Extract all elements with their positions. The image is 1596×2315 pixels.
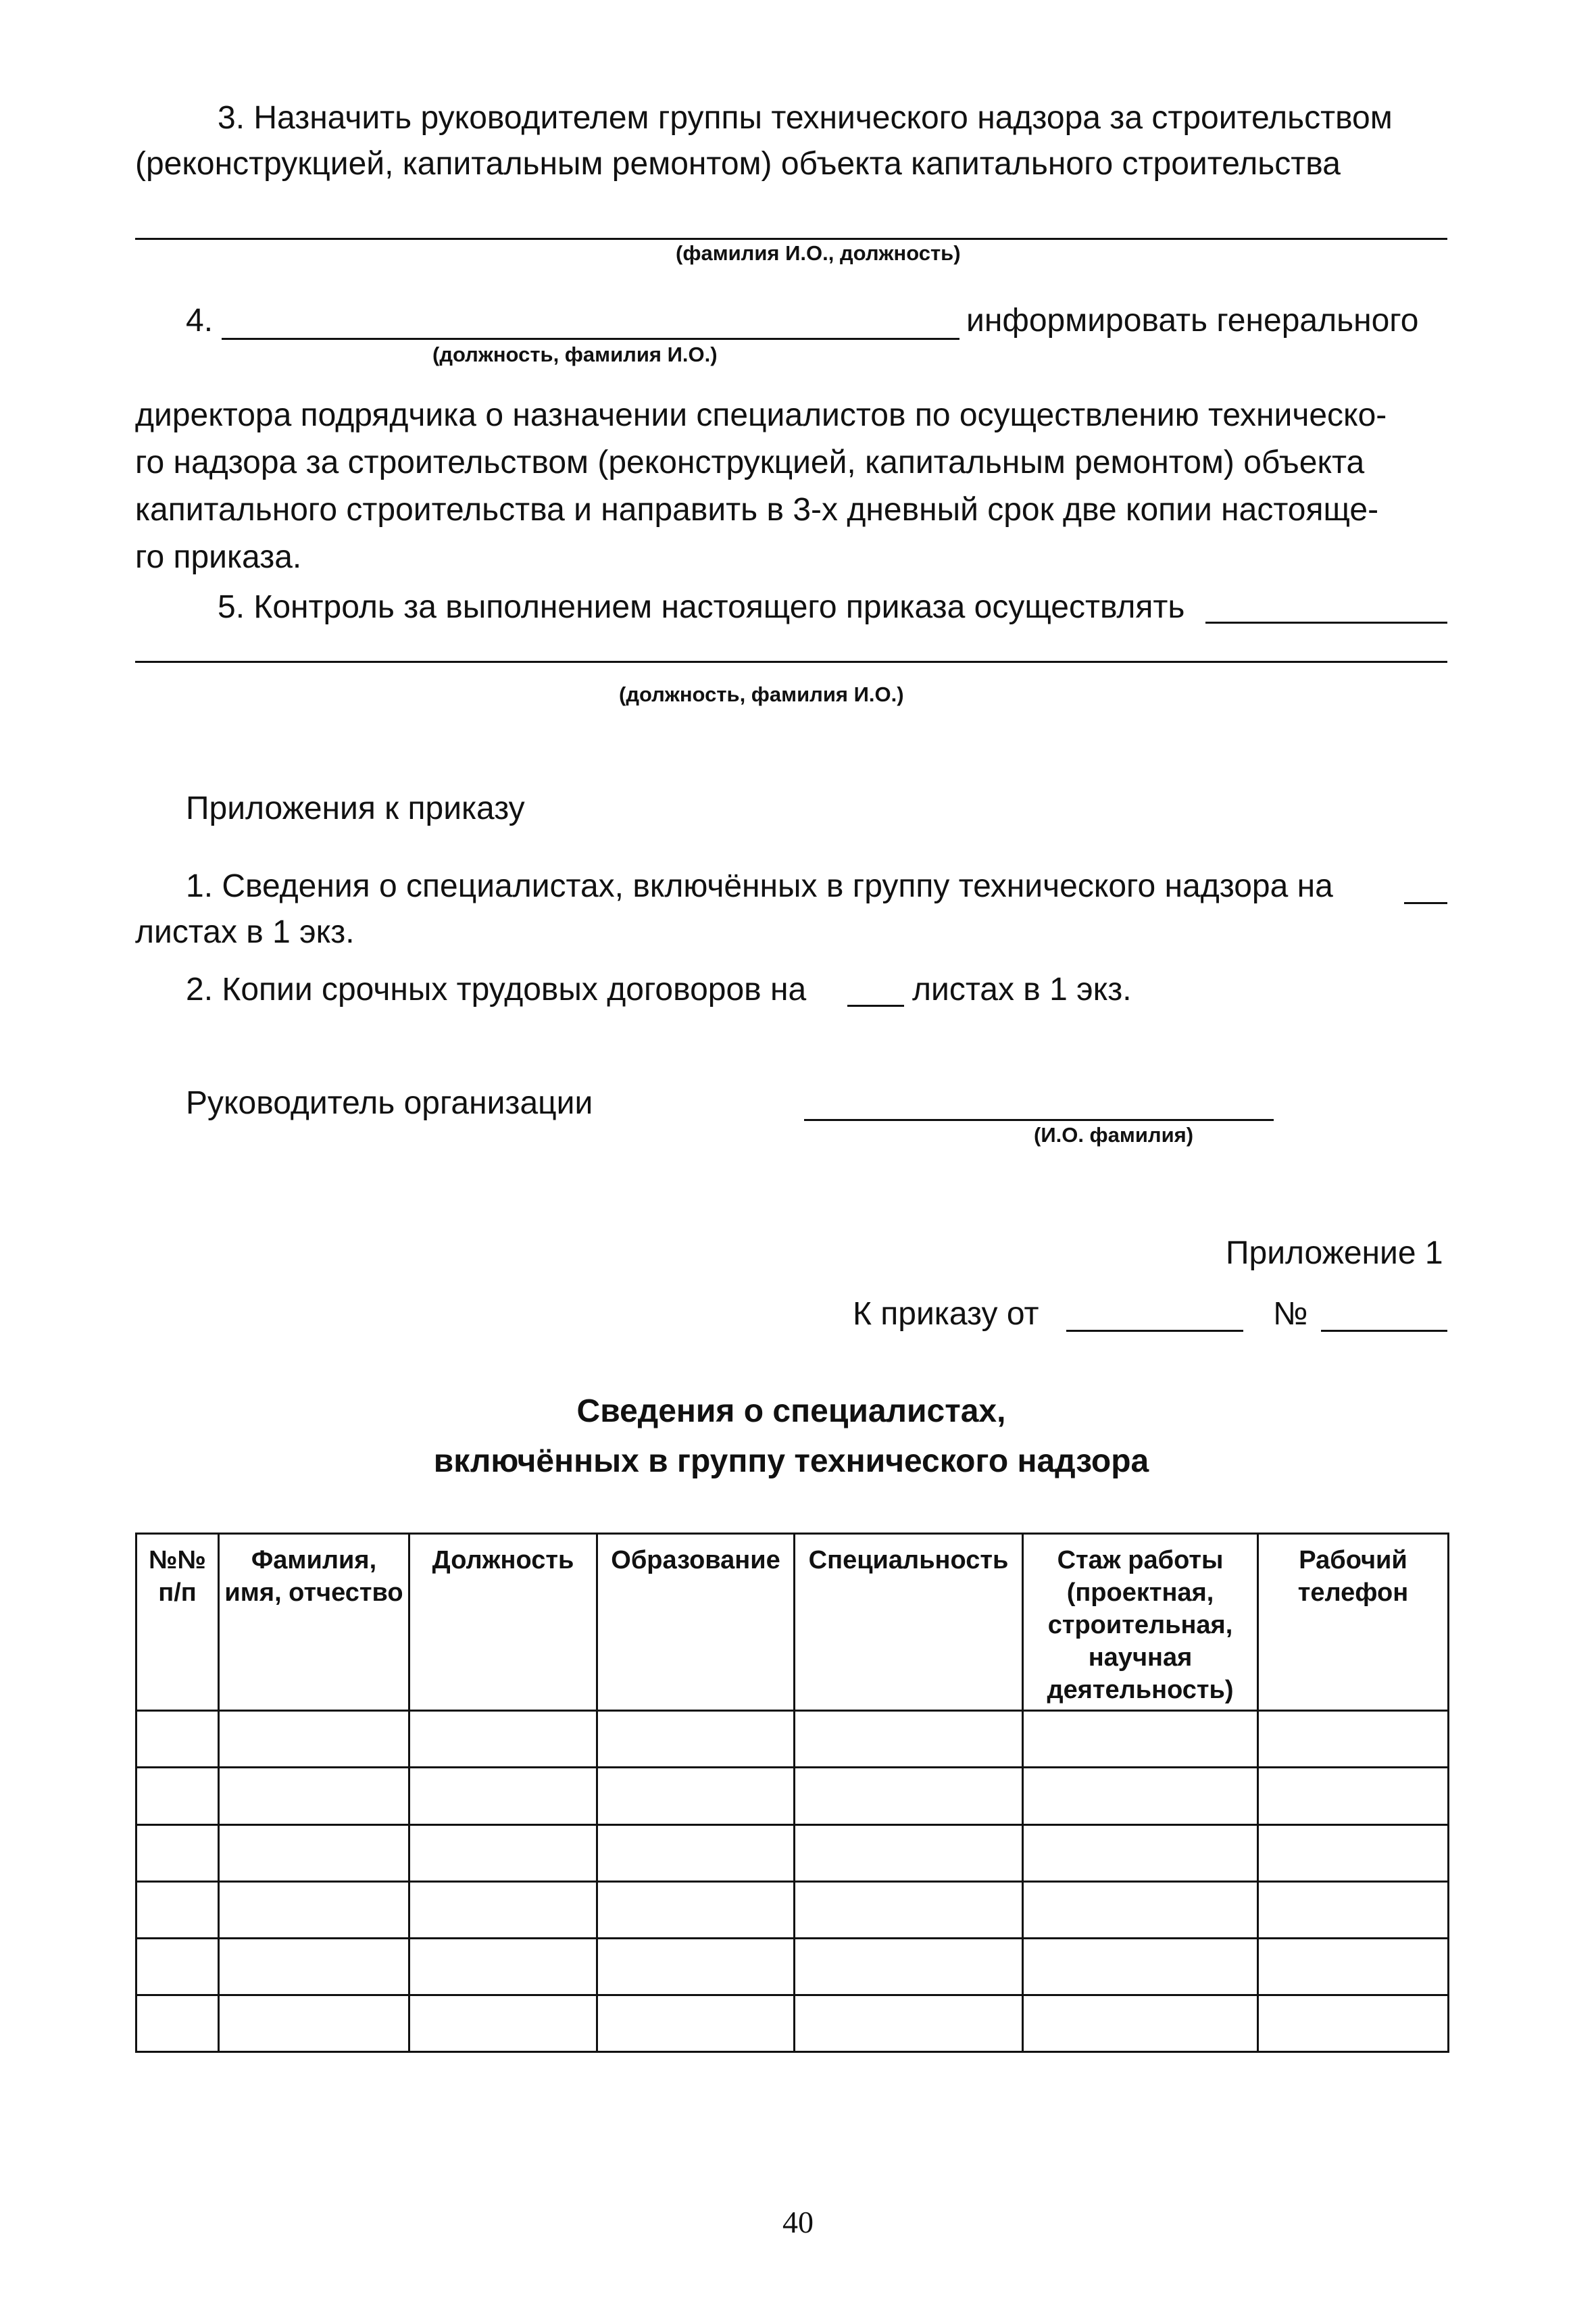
page-number: 40 xyxy=(782,2205,814,2239)
table-row xyxy=(136,1711,1449,1768)
fill-line-appendix2 xyxy=(847,1005,904,1007)
order-ref-number-sign: № xyxy=(1273,1296,1308,1332)
header-number: №№ п/п xyxy=(136,1534,219,1711)
table-title-line1: Сведения о специалистах, xyxy=(576,1393,1006,1429)
notification-paragraph xyxy=(135,392,1447,581)
head-of-organization: Руководитель организации xyxy=(186,1085,593,1121)
table-row xyxy=(136,1881,1449,1938)
header-education: Образование xyxy=(597,1534,795,1711)
specialists-table xyxy=(135,1533,1449,2053)
order-ref-prefix: К приказу от xyxy=(853,1296,1039,1332)
appendix1-line2: листах в 1 экз. xyxy=(135,914,355,950)
fill-line-order-date xyxy=(1066,1330,1243,1332)
fill-line-item5-2 xyxy=(135,661,1447,663)
table-row xyxy=(136,1995,1449,2051)
item3-line1: 3. Назначить руководителем группы технического надзора за строительством xyxy=(218,100,1393,136)
appendix2-b: листах в 1 экз. xyxy=(912,972,1132,1007)
para-line-4: го приказа. xyxy=(135,539,302,575)
caption-position-fio: (должность, фамилия И.О.) xyxy=(432,343,718,366)
para-line-1: директора подрядчика о назначении специалистов по осуществлению техническо- xyxy=(135,397,1387,433)
table-row xyxy=(136,1824,1449,1881)
fill-line-appendix1 xyxy=(1404,902,1447,904)
caption-position-fio-2: (должность, фамилия И.О.) xyxy=(619,682,904,706)
para-line-2: го надзора за строительством (реконструкцией, капитальным ремонтом) объекта xyxy=(135,445,1365,480)
header-work-phone: Рабочий телефон xyxy=(1258,1534,1449,1711)
signature-line xyxy=(804,1119,1274,1121)
table-title-line2: включённых в группу технического надзора xyxy=(433,1443,1149,1479)
table-header-row xyxy=(136,1534,1449,1711)
para-line-3: капитального строительства и направить в 3-х дневный срок две копии настояще- xyxy=(135,492,1379,528)
appendix1-line1: 1. Сведения о специалистах, включённых в группу технического надзора на xyxy=(186,868,1333,904)
header-position: Должность xyxy=(409,1534,597,1711)
fill-line-item5 xyxy=(1205,622,1447,624)
fill-line-item4 xyxy=(222,338,959,340)
header-specialty: Специальность xyxy=(795,1534,1023,1711)
caption-io-surname: (И.О. фамилия) xyxy=(1034,1123,1194,1147)
item3-line2: (реконструкцией, капитальным ремонтом) объекта капитального строительства xyxy=(135,146,1341,182)
caption-fio-position: (фамилия И.О., должность) xyxy=(676,241,961,265)
item5-text: 5. Контроль за выполнением настоящего приказа осуществлять xyxy=(218,589,1185,625)
item4-tail: информировать генерального xyxy=(966,303,1419,339)
table-row xyxy=(136,1768,1449,1824)
fill-line-order-number xyxy=(1321,1330,1447,1332)
appendix2-a: 2. Копии срочных трудовых договоров на xyxy=(186,972,807,1007)
annex-label: Приложение 1 xyxy=(1226,1235,1443,1271)
fill-line-manager xyxy=(135,238,1447,240)
header-full-name: Фамилия, имя, отчество xyxy=(219,1534,409,1711)
table-title xyxy=(135,1387,1447,1487)
header-experience: Стаж работы (проектная, строительная, научная деятельность) xyxy=(1023,1534,1258,1711)
item4-number: 4. xyxy=(186,303,214,339)
appendices-heading: Приложения к приказу xyxy=(186,791,525,826)
table-row xyxy=(136,1938,1449,1995)
